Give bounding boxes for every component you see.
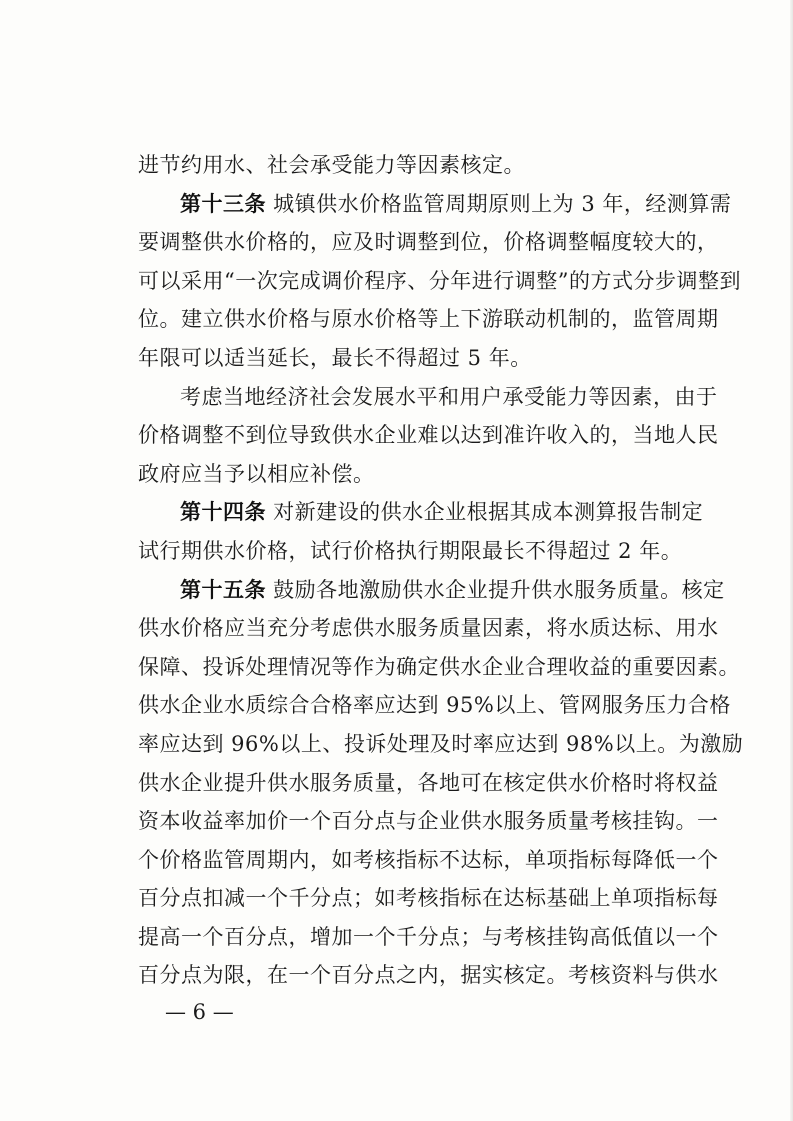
text-line bbox=[138, 609, 719, 648]
text-line bbox=[138, 416, 719, 455]
text-line bbox=[138, 493, 704, 532]
line-text: 城镇供水价格监管周期原则上为 3 年，经测算需 bbox=[266, 191, 732, 216]
text-line bbox=[138, 571, 725, 610]
line-text: 率应达到 96%以上、投诉处理及时率应达到 98%以上。为激励 bbox=[138, 731, 744, 756]
text-line bbox=[138, 455, 682, 494]
line-text: 提高一个百分点，增加一个千分点；与考核挂钩高低值以一个 bbox=[138, 924, 719, 949]
line-text: 供水价格应当充分考虑供水服务质量因素，将水质达标、用水 bbox=[138, 616, 719, 641]
line-text: 供水企业提升供水服务质量，各地可在核定供水价格时将权益 bbox=[138, 770, 719, 795]
article-label: 第十三条 bbox=[180, 190, 266, 216]
text-line bbox=[138, 879, 719, 918]
text-line bbox=[138, 146, 682, 185]
line-text: 考虑当地经济社会发展水平和用户承受能力等因素，由于 bbox=[180, 384, 718, 409]
line-text: 进节约用水、社会承受能力等因素核定。 bbox=[138, 153, 525, 177]
text-line bbox=[138, 339, 682, 378]
text-line bbox=[138, 185, 732, 224]
text-line bbox=[138, 262, 741, 301]
line-text: 百分点扣减一个千分点；如考核指标在达标基础上单项指标每 bbox=[138, 886, 719, 911]
article-label: 第十四条 bbox=[180, 499, 266, 525]
line-text: 供水企业水质综合合格率应达到 95%以上、管网服务压力合格 bbox=[138, 693, 731, 718]
line-text: 试行期供水价格，试行价格执行期限最长不得超过 2 年。 bbox=[138, 538, 683, 563]
text-line bbox=[138, 956, 719, 995]
text-line bbox=[138, 532, 682, 571]
text-line bbox=[138, 918, 719, 957]
line-text: 鼓励各地激励供水企业提升供水服务质量。核定 bbox=[266, 577, 725, 602]
text-line bbox=[138, 725, 744, 764]
text-line bbox=[138, 648, 740, 687]
body-text bbox=[138, 146, 744, 995]
article-label: 第十五条 bbox=[180, 576, 266, 602]
page-number: — 6 — bbox=[165, 1000, 234, 1024]
line-text: 要调整供水价格的，应及时调整到位，价格调整幅度较大的， bbox=[138, 230, 719, 255]
line-text: 保障、投诉处理情况等作为确定供水企业合理收益的重要因素。 bbox=[138, 654, 740, 679]
text-line bbox=[138, 223, 719, 262]
line-text: 对新建设的供水企业根据其成本测算报告制定 bbox=[266, 500, 704, 525]
line-text: 年限可以适当延长，最长不得超过 5 年。 bbox=[138, 345, 532, 370]
text-line bbox=[138, 686, 731, 725]
line-text: 价格调整不到位导致供水企业难以达到准许收入的，当地人民 bbox=[138, 423, 719, 448]
line-text: 位。建立供水价格与原水价格等上下游联动机制的，监管周期 bbox=[138, 307, 719, 332]
line-text: 个价格监管周期内，如考核指标不达标，单项指标每降低一个 bbox=[138, 847, 719, 872]
text-line bbox=[138, 300, 719, 339]
line-text: 资本收益率加价一个百分点与企业供水服务质量考核挂钩。一 bbox=[138, 809, 719, 834]
text-line bbox=[138, 378, 718, 417]
line-text: 政府应当予以相应补偿。 bbox=[138, 461, 375, 486]
line-text: 可以采用“一次完成调价程序、分年进行调整”的方式分步调整到 bbox=[138, 268, 741, 293]
text-line bbox=[138, 764, 719, 803]
line-text: 百分点为限，在一个百分点之内，据实核定。考核资料与供水 bbox=[138, 963, 719, 988]
text-line bbox=[138, 802, 719, 841]
text-line bbox=[138, 841, 719, 880]
